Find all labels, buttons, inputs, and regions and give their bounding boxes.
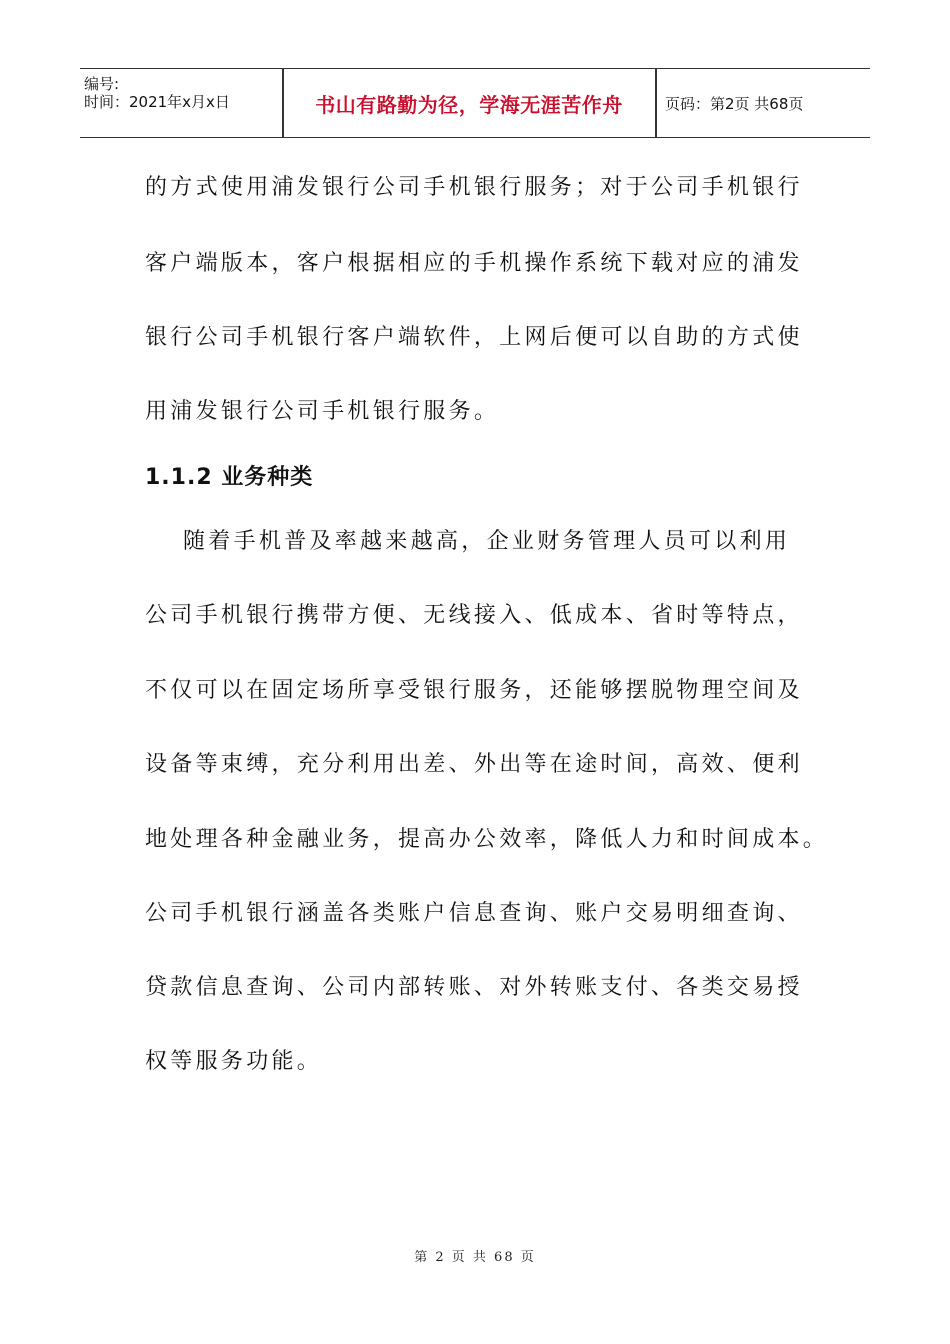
page-footer: 第 2 页 共 68 页 [414,1250,536,1265]
document-header [80,68,870,138]
document-number-label: 编号: [84,75,120,93]
paragraph-line: 权等服务功能。 [145,1049,323,1074]
paragraph-line: 的方式使用浦发银行公司手机银行服务；对于公司手机银行 [145,175,803,200]
header-meta [80,69,280,137]
header-page-info: 页码：第2页 共68页 [665,94,804,113]
paragraph-line: 地处理各种金融业务，提高办公效率，降低人力和时间成本。 [145,827,829,852]
paragraph-line: 用浦发银行公司手机银行服务。 [145,399,500,424]
header-divider [655,69,657,137]
section-heading: 1.1.2 业务种类 [145,465,314,490]
paragraph-line: 公司手机银行携带方便、无线接入、低成本、省时等特点， [145,603,803,628]
paragraph-line: 设备等束缚，充分利用出差、外出等在途时间，高效、便利 [145,752,803,777]
paragraph-line: 贷款信息查询、公司内部转账、对外转账支付、各类交易授 [145,975,803,1000]
document-date: 时间：2021年x月x日 [84,93,230,111]
paragraph-line: 公司手机银行涵盖各类账户信息查询、账户交易明细查询、 [145,901,803,926]
paragraph-line: 银行公司手机银行客户端软件，上网后便可以自助的方式使 [145,325,803,350]
paragraph-line: 随着手机普及率越来越高，企业财务管理人员可以利用 [183,529,791,554]
paragraph-line: 不仅可以在固定场所享受银行服务，还能够摆脱物理空间及 [145,678,803,703]
header-motto: 书山有路勤为径，学海无涯苦作舟 [315,92,623,117]
paragraph-line: 客户端版本，客户根据相应的手机操作系统下载对应的浦发 [145,251,803,276]
